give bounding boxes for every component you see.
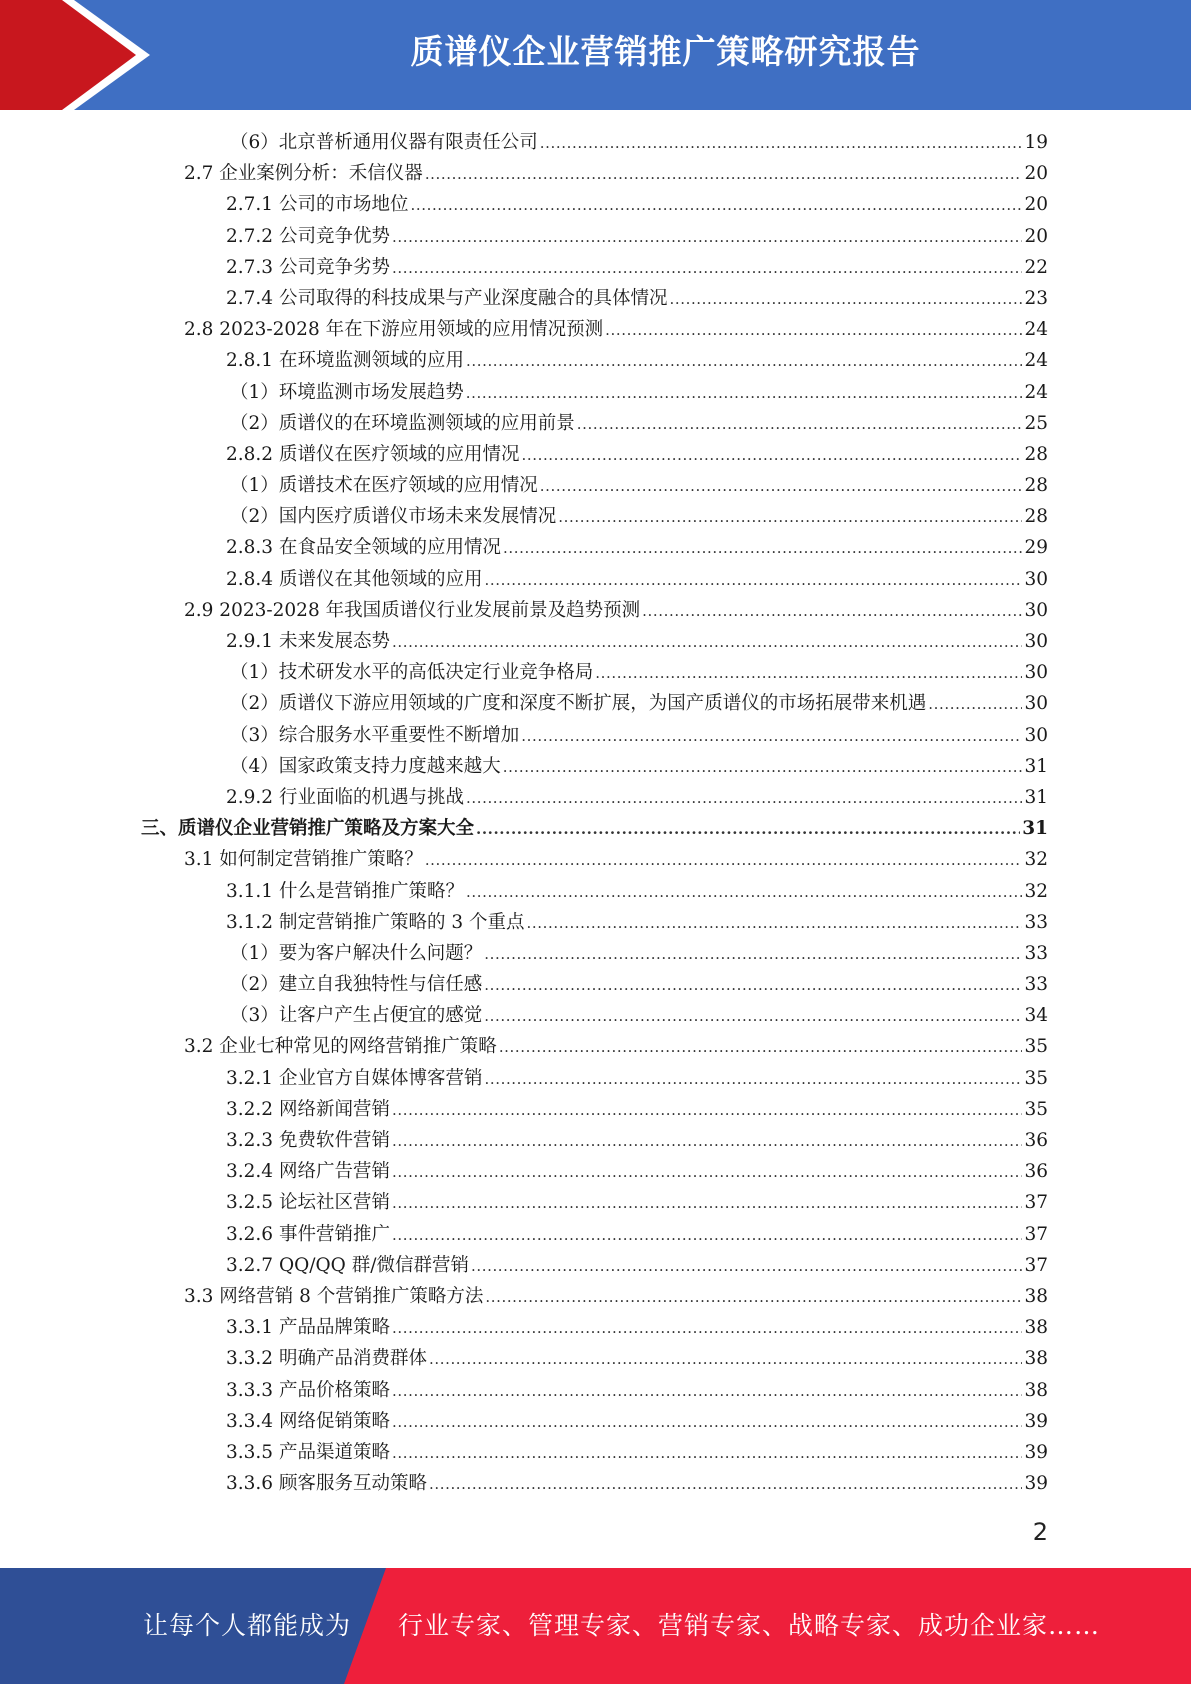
toc-leader-dots: [466, 783, 1022, 814]
toc-entry-label: 2.7 企业案例分析：禾信仪器: [184, 163, 423, 185]
toc-leader-dots: [392, 1220, 1022, 1251]
toc-leader-dots: [485, 1282, 1022, 1313]
toc-leader-dots: [466, 877, 1022, 908]
toc-entry-page: 38: [1024, 1348, 1048, 1370]
toc-entry-page: 20: [1024, 194, 1048, 216]
toc-entry-page: 33: [1024, 974, 1048, 996]
toc-entry[interactable]: [0, 720, 1191, 751]
toc-leader-dots: [642, 596, 1022, 627]
toc-leader-dots: [605, 315, 1022, 346]
toc-entry[interactable]: [0, 907, 1191, 938]
toc-entry[interactable]: [0, 1063, 1191, 1094]
toc-entry-page: 35: [1024, 1067, 1048, 1089]
toc-entry-page: 33: [1024, 911, 1048, 933]
toc-entry-label: 2.7.1 公司的市场地位: [226, 194, 409, 216]
toc-entry-page: 35: [1024, 1098, 1048, 1120]
toc-leader-dots: [392, 1376, 1022, 1407]
toc-entry[interactable]: [0, 1437, 1191, 1468]
toc-entry-page: 20: [1024, 163, 1048, 185]
toc-leader-dots: [392, 253, 1022, 284]
toc-entry[interactable]: [0, 345, 1191, 376]
toc-entry[interactable]: [0, 1031, 1191, 1062]
toc-leader-dots: [577, 409, 1023, 440]
toc-leader-dots: [503, 533, 1022, 564]
toc-leader-dots: [484, 1001, 1022, 1032]
toc-entry-label: （2）质谱仪下游应用领域的广度和深度不断扩展，为国产质谱仪的市场拓展带来机遇: [230, 693, 927, 715]
toc-entry[interactable]: [0, 1312, 1191, 1343]
toc-entry-label: 3.2.1 企业官方自媒体博客营销: [226, 1067, 483, 1089]
table-of-contents: [0, 127, 1191, 1499]
toc-leader-dots: [669, 284, 1022, 315]
toc-entry[interactable]: [0, 532, 1191, 563]
toc-entry-page: 20: [1024, 225, 1048, 247]
toc-leader-dots: [928, 689, 1022, 720]
toc-entry-page: 32: [1024, 849, 1048, 871]
toc-entry-page: 30: [1024, 568, 1048, 590]
toc-entry-label: （1）环境监测市场发展趋势: [230, 381, 464, 403]
toc-entry[interactable]: [0, 657, 1191, 688]
toc-leader-dots: [540, 128, 1023, 159]
toc-leader-dots: [429, 1469, 1022, 1500]
toc-entry-label: 3.1.1 什么是营销推广策略？: [226, 880, 464, 902]
toc-entry-label: 2.8.2 质谱仪在医疗领域的应用情况: [226, 443, 520, 465]
toc-entry-page: 31: [1022, 818, 1048, 840]
toc-entry[interactable]: [0, 158, 1191, 189]
toc-entry-label: 2.9 2023-2028 年我国质谱仪行业发展前景及趋势预测: [184, 599, 641, 621]
toc-leader-dots: [476, 814, 1020, 845]
toc-leader-dots: [392, 627, 1022, 658]
toc-entry-page: 24: [1024, 319, 1048, 341]
toc-entry[interactable]: [0, 439, 1191, 470]
toc-entry-label: 3.3.2 明确产品消费群体: [226, 1348, 427, 1370]
toc-entry-page: 28: [1024, 506, 1048, 528]
toc-entry-page: 30: [1024, 599, 1048, 621]
toc-entry[interactable]: [0, 189, 1191, 220]
toc-entry-page: 33: [1024, 942, 1048, 964]
toc-entry[interactable]: [0, 969, 1191, 1000]
toc-entry-page: 31: [1024, 786, 1048, 808]
toc-entry[interactable]: [0, 221, 1191, 252]
toc-entry-page: 38: [1024, 1379, 1048, 1401]
toc-entry-label: 3.1 如何制定营销推广策略？: [184, 849, 423, 871]
toc-leader-dots: [558, 502, 1022, 533]
toc-entry[interactable]: [0, 782, 1191, 813]
toc-leader-dots: [392, 1126, 1022, 1157]
toc-leader-dots: [392, 1188, 1022, 1219]
toc-leader-dots: [392, 1407, 1022, 1438]
toc-entry-label: 2.8.1 在环境监测领域的应用: [226, 350, 464, 372]
toc-entry-label: 3.3.3 产品价格策略: [226, 1379, 390, 1401]
toc-entry[interactable]: [0, 1000, 1191, 1031]
toc-entry[interactable]: [0, 377, 1191, 408]
toc-leader-dots: [425, 845, 1023, 876]
toc-entry-label: 3.2.2 网络新闻营销: [226, 1098, 390, 1120]
toc-entry[interactable]: [0, 1375, 1191, 1406]
toc-entry-label: （3）让客户产生占便宜的感觉: [230, 1005, 483, 1027]
toc-entry-page: 38: [1024, 1317, 1048, 1339]
toc-entry-label: 2.7.4 公司取得的科技成果与产业深度融合的具体情况: [226, 287, 668, 309]
toc-entry-page: 24: [1024, 381, 1048, 403]
toc-entry-label: 3.3.4 网络促销策略: [226, 1410, 390, 1432]
toc-entry-label: 3.1.2 制定营销推广策略的 3 个重点: [226, 911, 525, 933]
toc-entry-page: 25: [1024, 412, 1048, 434]
toc-entry[interactable]: [0, 1156, 1191, 1187]
toc-leader-dots: [484, 565, 1022, 596]
page-footer: [0, 1568, 1191, 1684]
toc-entry[interactable]: [0, 314, 1191, 345]
toc-entry[interactable]: [0, 501, 1191, 532]
toc-leader-dots: [392, 1157, 1022, 1188]
toc-entry-page: 29: [1024, 537, 1048, 559]
footer-slogan-right: 行业专家、管理专家、营销专家、战略专家、成功企业家……: [398, 1611, 1101, 1640]
toc-entry-page: 37: [1024, 1223, 1048, 1245]
toc-entry-label: 2.8 2023-2028 年在下游应用领域的应用情况预测: [184, 319, 604, 341]
toc-entry-label: （4）国家政策支持力度越来越大: [230, 755, 501, 777]
toc-entry-page: 32: [1024, 880, 1048, 902]
toc-entry-label: 3.3 网络营销 8 个营销推广策略方法: [184, 1285, 484, 1307]
toc-entry-page: 23: [1024, 287, 1048, 309]
toc-entry-page: 38: [1024, 1285, 1048, 1307]
toc-entry[interactable]: [0, 408, 1191, 439]
toc-entry[interactable]: [0, 252, 1191, 283]
toc-entry-label: 3.2 企业七种常见的网络营销推广策略: [184, 1036, 497, 1058]
toc-entry-label: 3.3.1 产品品牌策略: [226, 1317, 390, 1339]
toc-entry-label: （3）综合服务水平重要性不断增加: [230, 724, 520, 746]
toc-leader-dots: [466, 378, 1023, 409]
toc-entry-label: 3.2.7 QQ/QQ 群/微信群营销: [226, 1254, 469, 1276]
toc-entry-label: 3.2.6 事件营销推广: [226, 1223, 390, 1245]
toc-entry-label: （2）质谱仪的在环境监测领域的应用前景: [230, 412, 575, 434]
toc-entry[interactable]: [0, 1406, 1191, 1437]
toc-entry[interactable]: [0, 1094, 1191, 1125]
toc-leader-dots: [429, 1344, 1022, 1375]
toc-leader-dots: [425, 159, 1023, 190]
toc-entry-page: 30: [1024, 693, 1048, 715]
toc-entry-label: 3.3.6 顾客服务互动策略: [226, 1473, 427, 1495]
toc-leader-dots: [484, 970, 1022, 1001]
toc-entry-page: 39: [1024, 1410, 1048, 1432]
toc-entry-page: 35: [1024, 1036, 1048, 1058]
toc-entry-page: 36: [1024, 1161, 1048, 1183]
toc-leader-dots: [499, 1032, 1023, 1063]
toc-entry[interactable]: [0, 844, 1191, 875]
footer-slogan-left: 让每个人都能成为: [143, 1611, 352, 1640]
toc-leader-dots: [392, 1438, 1022, 1469]
toc-leader-dots: [392, 222, 1022, 253]
toc-entry-page: 19: [1024, 132, 1048, 153]
toc-leader-dots: [503, 752, 1023, 783]
toc-entry-label: 3.2.5 论坛社区营销: [226, 1192, 390, 1214]
toc-leader-dots: [484, 1064, 1022, 1095]
toc-entry-label: 2.7.3 公司竞争劣势: [226, 256, 390, 278]
toc-leader-dots: [392, 1095, 1022, 1126]
toc-entry-page: 39: [1024, 1441, 1048, 1463]
toc-entry-page: 31: [1024, 755, 1048, 777]
toc-entry-page: 37: [1024, 1192, 1048, 1214]
toc-leader-dots: [392, 1313, 1022, 1344]
toc-leader-dots: [527, 908, 1023, 939]
toc-entry[interactable]: [0, 626, 1191, 657]
toc-entry-label: 3.3.5 产品渠道策略: [226, 1441, 390, 1463]
toc-entry[interactable]: [0, 1187, 1191, 1218]
toc-entry[interactable]: [0, 751, 1191, 782]
toc-entry-label: 2.9.1 未来发展态势: [226, 631, 390, 652]
report-title: 质谱仪企业营销推广策略研究报告: [410, 32, 921, 71]
toc-leader-dots: [540, 471, 1023, 502]
toc-entry[interactable]: [0, 127, 1191, 158]
toc-entry-label: （1）要为客户解决什么问题？: [230, 942, 483, 964]
toc-entry[interactable]: [0, 564, 1191, 595]
toc-leader-dots: [410, 190, 1022, 221]
toc-entry-label: （1）技术研发水平的高低决定行业竞争格局: [230, 662, 594, 684]
toc-entry[interactable]: [0, 1468, 1191, 1499]
toc-entry-page: 36: [1024, 1130, 1048, 1151]
toc-entry-label: （1）质谱技术在医疗领域的应用情况: [230, 475, 538, 497]
page-header: [0, 0, 1191, 110]
toc-entry-page: 30: [1024, 631, 1048, 652]
toc-entry[interactable]: [0, 1281, 1191, 1312]
toc-entry-label: （2）建立自我独特性与信任感: [230, 974, 483, 996]
toc-entry[interactable]: [0, 1343, 1191, 1374]
toc-entry-page: 34: [1024, 1005, 1048, 1027]
toc-entry-page: 39: [1024, 1473, 1048, 1495]
toc-entry[interactable]: [0, 470, 1191, 501]
toc-entry-page: 24: [1024, 350, 1048, 372]
toc-leader-dots: [521, 440, 1022, 471]
toc-entry-label: 2.8.4 质谱仪在其他领域的应用: [226, 568, 483, 590]
toc-leader-dots: [471, 1251, 1022, 1282]
toc-entry-page: 28: [1024, 475, 1048, 497]
toc-entry-page: 37: [1024, 1254, 1048, 1276]
toc-entry-label: 2.8.3 在食品安全领域的应用情况: [226, 537, 501, 559]
toc-entry[interactable]: [0, 283, 1191, 314]
toc-leader-dots: [521, 721, 1022, 752]
toc-entry-label: 2.9.2 行业面临的机遇与挑战: [226, 786, 464, 808]
toc-entry-page: 30: [1024, 724, 1048, 746]
toc-entry-page: 22: [1024, 256, 1048, 278]
toc-entry-label: （2）国内医疗质谱仪市场未来发展情况: [230, 506, 557, 528]
page-number: 2: [1032, 1518, 1048, 1546]
toc-entry[interactable]: [0, 1250, 1191, 1281]
toc-leader-dots: [484, 939, 1022, 970]
toc-entry-label: 3.2.3 免费软件营销: [226, 1130, 390, 1151]
toc-entry-label: 3.2.4 网络广告营销: [226, 1161, 390, 1183]
toc-leader-dots: [466, 346, 1022, 377]
toc-entry[interactable]: [0, 1219, 1191, 1250]
toc-entry-label: 三、质谱仪企业营销推广策略及方案大全: [141, 818, 475, 840]
toc-entry-label: （6）北京普析通用仪器有限责任公司: [230, 132, 538, 153]
toc-entry-label: 2.7.2 公司竞争优势: [226, 225, 390, 247]
toc-entry[interactable]: [0, 938, 1191, 969]
toc-entry[interactable]: [0, 595, 1191, 626]
toc-entry[interactable]: [0, 688, 1191, 719]
toc-entry[interactable]: [0, 813, 1191, 844]
toc-entry[interactable]: [0, 876, 1191, 907]
toc-entry-page: 30: [1024, 662, 1048, 684]
toc-entry-page: 28: [1024, 443, 1048, 465]
toc-entry[interactable]: [0, 1125, 1191, 1156]
toc-leader-dots: [595, 658, 1022, 689]
